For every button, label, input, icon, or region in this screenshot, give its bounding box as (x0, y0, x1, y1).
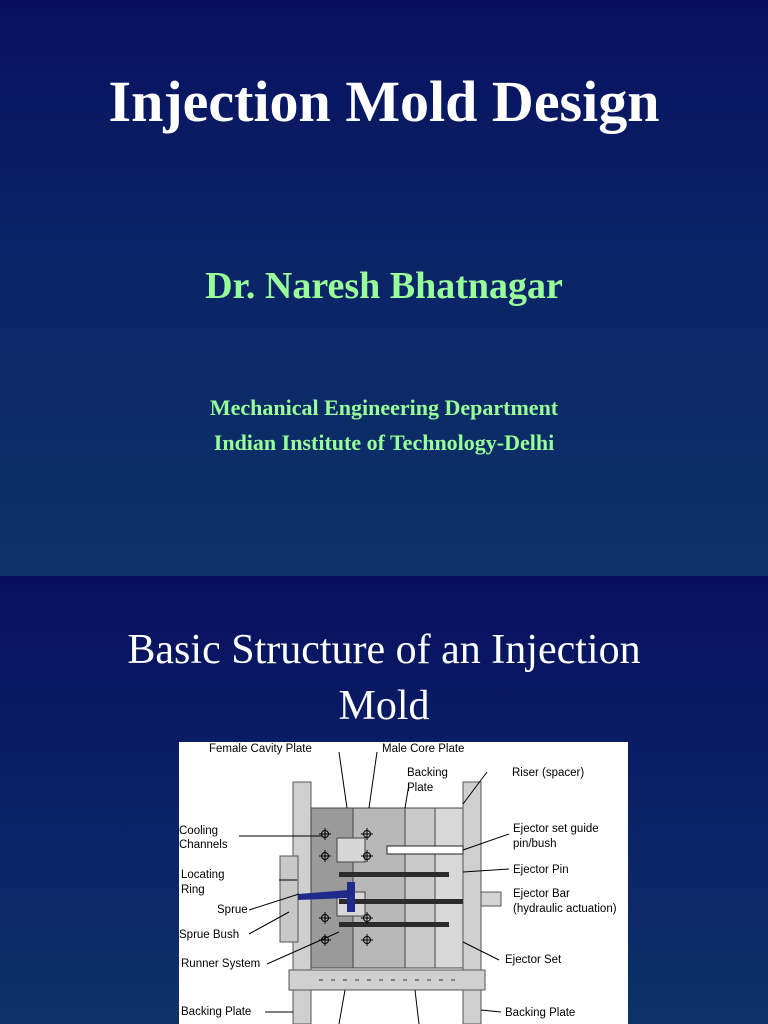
structure-slide (0, 576, 768, 1024)
runner-gate (347, 882, 355, 912)
label-sprue-bush: Sprue Bush (179, 929, 240, 941)
ejector-pin-2 (339, 899, 463, 904)
label-ejector-guide-2: pin/bush (513, 838, 557, 850)
label-backing-plate-top-1: Backing (407, 767, 448, 779)
core-backing-plate (405, 808, 435, 968)
ejector-pin-3 (339, 922, 449, 927)
slide-title-line-1: Basic Structure of an Injection (127, 627, 641, 673)
label-ejector-pin: Ejector Pin (513, 864, 569, 876)
label-runner-system: Runner System (181, 958, 261, 970)
label-cooling-2: Channels (179, 839, 228, 851)
ejector-pin-1 (339, 872, 449, 877)
label-backing-plate-left: Backing Plate (181, 1006, 252, 1018)
ejector-bar (481, 892, 501, 906)
label-cooling-1: Cooling (179, 825, 218, 837)
slide-title-line-2: Mold (338, 683, 430, 729)
female-cavity-plate (311, 808, 353, 968)
label-locating-2: Ring (181, 884, 205, 896)
ejector-set-plate (435, 808, 463, 968)
label-riser: Riser (spacer) (512, 767, 585, 779)
label-ejector-set: Ejector Set (505, 954, 562, 966)
slide-title: Injection Mold Design (108, 69, 660, 134)
label-locating-1: Locating (181, 869, 225, 881)
bottom-clamp-plate (289, 970, 485, 990)
label-sprue: Sprue (217, 904, 248, 916)
institute-name: Indian Institute of Technology-Delhi (213, 430, 555, 455)
label-backing-plate-right: Backing Plate (505, 1007, 576, 1019)
author-name: Dr. Naresh Bhatnagar (205, 265, 563, 307)
label-female-cavity-plate: Female Cavity Plate (209, 743, 312, 755)
label-male-core-plate: Male Core Plate (382, 743, 465, 755)
mold-drawing (179, 742, 628, 1024)
ejector-guide-pin (387, 846, 463, 854)
injection-mold-diagram (179, 742, 628, 1024)
label-ejector-guide-1: Ejector set guide (513, 823, 599, 835)
male-core-plate (353, 808, 405, 968)
department-name: Mechanical Engineering Department (209, 395, 559, 420)
label-ejector-bar-1: Ejector Bar (513, 888, 570, 900)
label-backing-plate-top-2: Plate (407, 782, 434, 794)
slide-title (0, 622, 768, 734)
label-ejector-bar-2: (hydraulic actuation) (513, 903, 617, 915)
